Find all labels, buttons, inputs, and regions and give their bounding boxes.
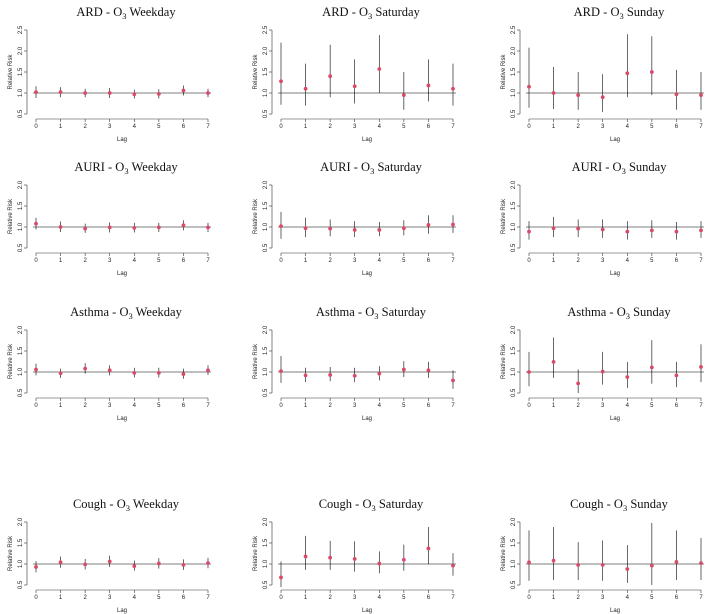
x-tick-label: 7 [206, 124, 210, 130]
estimate-point [206, 368, 210, 372]
y-tick-label: 1.5 [511, 67, 517, 77]
x-tick-label: 6 [426, 124, 431, 130]
y-tick-label: 2.0 [18, 46, 24, 56]
y-axis-label: Relative Risk [501, 535, 507, 572]
y-tick-label: 1.5 [263, 201, 269, 211]
y-tick-label: 1.5 [18, 538, 24, 548]
estimate-point [279, 576, 283, 580]
estimate-point [182, 563, 186, 567]
x-tick-label: 1 [58, 124, 63, 130]
x-tick-label: 6 [674, 258, 679, 264]
x-tick-label: 5 [402, 124, 406, 130]
estimate-point [427, 84, 431, 88]
panel-0-2 [501, 5, 704, 143]
y-axis-label: Relative Risk [253, 54, 259, 90]
x-tick-label: 4 [625, 403, 629, 409]
x-tick-label: 5 [402, 403, 406, 409]
x-axis-label: Lag [609, 416, 621, 422]
x-tick-label: 3 [108, 403, 112, 409]
estimate-point [206, 561, 210, 565]
y-tick-label: 2.0 [18, 517, 24, 527]
y-tick-label: 0.5 [18, 243, 24, 253]
estimate-point [675, 373, 679, 377]
estimate-point [527, 370, 531, 374]
x-tick-label: 5 [157, 258, 161, 264]
panel-title: AURI - $O_3$ Saturday [320, 160, 422, 176]
y-tick-label: 1.0 [18, 367, 24, 377]
estimate-point [59, 90, 63, 94]
y-tick-label: 1.0 [511, 367, 517, 377]
estimate-point [34, 565, 38, 569]
estimate-point [601, 95, 605, 99]
estimate-point [132, 92, 136, 96]
x-tick-label: 7 [451, 403, 455, 409]
estimate-point [59, 225, 63, 229]
y-tick-label: 1.0 [511, 559, 517, 569]
x-tick-label: 6 [674, 403, 679, 409]
x-tick-label: 2 [576, 258, 580, 264]
y-tick-label: 2.0 [511, 517, 517, 527]
panel-2-2 [501, 305, 704, 422]
x-axis-label: Lag [361, 608, 373, 614]
estimate-point [353, 228, 357, 232]
estimate-point [675, 560, 679, 564]
estimate-point [132, 371, 136, 375]
estimate-point [206, 226, 210, 230]
x-tick-label: 7 [206, 595, 210, 601]
y-tick-label: 1.0 [263, 222, 269, 232]
estimate-point [108, 91, 112, 95]
panel-1-1 [253, 160, 456, 277]
y-tick-label: 0.5 [263, 580, 269, 590]
panel-title: ARD - $O_3$ Sunday [573, 5, 665, 21]
estimate-point [304, 555, 308, 559]
y-tick-label: 2.0 [511, 180, 517, 190]
x-tick-label: 2 [83, 595, 87, 601]
x-tick-label: 3 [601, 403, 605, 409]
estimate-point [328, 556, 332, 560]
y-tick-label: 1.0 [511, 222, 517, 232]
y-axis-label: Relative Risk [253, 535, 259, 572]
estimate-point [328, 373, 332, 377]
estimate-point [427, 368, 431, 372]
x-tick-label: 1 [551, 124, 556, 130]
x-tick-label: 4 [377, 403, 381, 409]
x-tick-label: 4 [377, 595, 381, 601]
y-axis-label: Relative Risk [253, 198, 259, 235]
y-axis-label: Relative Risk [501, 198, 507, 235]
x-tick-label: 1 [58, 258, 63, 264]
x-tick-label: 2 [83, 124, 87, 130]
panel-2-0 [8, 305, 211, 422]
x-tick-label: 7 [451, 258, 455, 264]
panel-title: ARD - $O_3$ Saturday [322, 5, 420, 21]
y-tick-label: 1.5 [511, 346, 517, 356]
panel-title: Asthma - $O_3$ Weekday [70, 305, 182, 321]
y-axis-label: Relative Risk [8, 198, 14, 235]
y-tick-label: 0.5 [511, 243, 517, 253]
estimate-point [650, 70, 654, 74]
x-tick-label: 1 [303, 595, 308, 601]
estimate-point [157, 226, 161, 230]
x-tick-label: 1 [551, 595, 556, 601]
estimate-point [59, 371, 63, 375]
x-tick-label: 2 [328, 258, 332, 264]
estimate-point [625, 567, 629, 571]
estimate-point [377, 228, 381, 232]
x-tick-label: 4 [625, 124, 629, 130]
estimate-point [625, 230, 629, 234]
panel-1-2 [501, 160, 704, 277]
estimate-point [108, 368, 112, 372]
x-axis-label: Lag [609, 271, 621, 277]
x-tick-label: 6 [181, 258, 186, 264]
x-axis-label: Lag [116, 608, 128, 614]
x-axis-label: Lag [609, 608, 621, 614]
x-tick-label: 5 [157, 124, 161, 130]
y-tick-label: 1.5 [511, 201, 517, 211]
x-tick-label: 0 [34, 595, 38, 601]
estimate-point [650, 564, 654, 568]
y-tick-label: 0.5 [511, 580, 517, 590]
estimate-point [675, 230, 679, 234]
estimate-point [625, 375, 629, 379]
x-tick-label: 1 [551, 403, 556, 409]
y-tick-label: 0.5 [18, 109, 24, 119]
panel-3-0 [8, 497, 211, 614]
x-tick-label: 0 [279, 258, 283, 264]
x-tick-label: 3 [601, 258, 605, 264]
y-axis-label: Relative Risk [8, 54, 14, 90]
x-tick-label: 3 [353, 258, 357, 264]
x-tick-label: 7 [206, 258, 210, 264]
estimate-point [304, 373, 308, 377]
estimate-point [157, 371, 161, 375]
panel-title: ARD - $O_3$ Weekday [76, 5, 176, 21]
estimate-point [650, 365, 654, 369]
estimate-point [576, 381, 580, 385]
x-tick-label: 7 [451, 595, 455, 601]
x-tick-label: 3 [601, 595, 605, 601]
estimate-point [527, 230, 531, 234]
y-tick-label: 1.5 [18, 346, 24, 356]
x-tick-label: 0 [34, 403, 38, 409]
estimate-point [625, 71, 629, 75]
y-axis-label: Relative Risk [8, 343, 14, 380]
y-tick-label: 1.0 [18, 222, 24, 232]
x-tick-label: 3 [353, 595, 357, 601]
x-tick-label: 5 [650, 595, 654, 601]
x-tick-label: 5 [157, 403, 161, 409]
panel-title: Cough - $O_3$ Sunday [570, 497, 668, 513]
y-tick-label: 2.0 [18, 325, 24, 335]
y-tick-label: 1.5 [263, 538, 269, 548]
x-tick-label: 4 [132, 124, 136, 130]
x-tick-label: 2 [328, 124, 332, 130]
x-tick-label: 6 [181, 595, 186, 601]
x-tick-label: 0 [527, 595, 531, 601]
estimate-point [451, 564, 455, 568]
x-tick-label: 0 [279, 595, 283, 601]
x-axis-label: Lag [361, 416, 373, 422]
y-tick-label: 2.0 [511, 46, 517, 56]
estimate-point [402, 558, 406, 562]
estimate-point [182, 223, 186, 227]
x-tick-label: 1 [551, 258, 556, 264]
panel-0-1 [253, 5, 456, 143]
x-axis-label: Lag [116, 137, 128, 143]
y-tick-label: 2.0 [263, 517, 269, 527]
estimate-point [59, 560, 63, 564]
estimate-point [699, 561, 703, 565]
x-tick-label: 4 [132, 595, 136, 601]
x-tick-label: 5 [157, 595, 161, 601]
panel-title: AURI - $O_3$ Weekday [74, 160, 178, 176]
y-tick-label: 1.0 [18, 88, 24, 98]
panel-2-1 [253, 305, 456, 422]
estimate-point [699, 93, 703, 97]
estimate-point [328, 74, 332, 78]
x-axis-label: Lag [116, 416, 128, 422]
estimate-point [83, 227, 87, 231]
estimate-point [279, 369, 283, 373]
x-tick-label: 0 [527, 124, 531, 130]
y-tick-label: 1.5 [511, 538, 517, 548]
estimate-point [157, 562, 161, 566]
estimate-point [552, 91, 556, 95]
panel-title: AURI - $O_3$ Sunday [571, 160, 667, 176]
x-tick-label: 0 [527, 258, 531, 264]
x-tick-label: 3 [353, 124, 357, 130]
estimate-point [675, 92, 679, 96]
x-tick-label: 5 [402, 258, 406, 264]
x-tick-label: 1 [58, 595, 63, 601]
panel-3-1 [253, 497, 456, 614]
estimate-point [650, 228, 654, 232]
estimate-point [182, 89, 186, 93]
y-tick-label: 2.5 [18, 25, 24, 35]
estimate-point [182, 372, 186, 376]
y-tick-label: 1.5 [263, 67, 269, 77]
y-tick-label: 1.5 [18, 67, 24, 77]
estimate-point [527, 560, 531, 564]
x-tick-label: 7 [206, 403, 210, 409]
x-tick-label: 3 [108, 258, 112, 264]
estimate-point [699, 228, 703, 232]
x-tick-label: 6 [674, 595, 679, 601]
y-axis-label: Relative Risk [501, 343, 507, 380]
estimate-point [402, 226, 406, 230]
panel-title: Cough - $O_3$ Weekday [72, 497, 180, 513]
x-axis-label: Lag [609, 137, 621, 143]
panel-3-2 [501, 497, 704, 614]
estimate-point [576, 563, 580, 567]
x-tick-label: 7 [699, 403, 703, 409]
y-tick-label: 0.5 [263, 109, 269, 119]
estimate-point [576, 227, 580, 231]
estimate-point [601, 370, 605, 374]
panel-1-0 [8, 160, 211, 277]
x-tick-label: 2 [328, 403, 332, 409]
y-tick-label: 1.0 [511, 88, 517, 98]
panel-title: Asthma - $O_3$ Sunday [567, 305, 671, 321]
estimate-point [34, 222, 38, 226]
x-tick-label: 6 [181, 403, 186, 409]
estimate-point [377, 372, 381, 376]
estimate-point [451, 223, 455, 227]
x-tick-label: 4 [132, 403, 136, 409]
estimate-point [304, 226, 308, 230]
panel-title: Asthma - $O_3$ Saturday [315, 305, 427, 321]
panel-title: Cough - $O_3$ Saturday [318, 497, 424, 513]
x-tick-label: 2 [83, 403, 87, 409]
x-tick-label: 1 [58, 403, 63, 409]
y-tick-label: 2.5 [511, 25, 517, 35]
panel-0-0 [8, 5, 211, 143]
estimate-point [108, 560, 112, 564]
y-tick-label: 2.0 [18, 180, 24, 190]
estimate-point [328, 227, 332, 231]
y-tick-label: 1.5 [263, 346, 269, 356]
x-tick-label: 0 [527, 403, 531, 409]
y-axis-label: Relative Risk [8, 535, 14, 572]
x-tick-label: 3 [601, 124, 605, 130]
x-tick-label: 4 [132, 258, 136, 264]
x-tick-label: 5 [650, 403, 654, 409]
x-tick-label: 5 [402, 595, 406, 601]
y-tick-label: 2.0 [263, 325, 269, 335]
y-axis-label: Relative Risk [501, 54, 507, 90]
y-tick-label: 1.5 [18, 201, 24, 211]
estimate-point [601, 563, 605, 567]
estimate-point [552, 226, 556, 230]
x-tick-label: 0 [279, 124, 283, 130]
x-tick-label: 5 [650, 124, 654, 130]
estimate-point [527, 85, 531, 89]
y-axis-label: Relative Risk [253, 343, 259, 380]
x-tick-label: 6 [426, 403, 431, 409]
y-tick-label: 0.5 [18, 580, 24, 590]
estimate-point [83, 563, 87, 567]
estimate-point [279, 224, 283, 228]
x-tick-label: 2 [576, 124, 580, 130]
x-tick-label: 6 [181, 124, 186, 130]
y-tick-label: 2.0 [263, 180, 269, 190]
x-tick-label: 2 [576, 595, 580, 601]
estimate-point [402, 368, 406, 372]
estimate-point [353, 84, 357, 88]
estimate-point [34, 90, 38, 94]
estimate-point [601, 228, 605, 232]
x-tick-label: 1 [303, 403, 308, 409]
x-tick-label: 7 [699, 124, 703, 130]
estimate-point [353, 557, 357, 561]
x-tick-label: 6 [426, 258, 431, 264]
y-tick-label: 2.0 [511, 325, 517, 335]
y-tick-label: 2.5 [263, 25, 269, 35]
y-tick-label: 1.0 [263, 88, 269, 98]
x-tick-label: 3 [353, 403, 357, 409]
x-tick-label: 5 [650, 258, 654, 264]
estimate-point [132, 564, 136, 568]
estimate-point [353, 374, 357, 378]
x-tick-label: 1 [303, 124, 308, 130]
x-tick-label: 7 [699, 595, 703, 601]
estimate-point [552, 360, 556, 364]
x-tick-label: 3 [108, 124, 112, 130]
x-tick-label: 1 [303, 258, 308, 264]
estimate-point [132, 226, 136, 230]
x-tick-label: 7 [699, 258, 703, 264]
y-tick-label: 1.0 [18, 559, 24, 569]
estimate-point [83, 91, 87, 95]
x-axis-label: Lag [116, 271, 128, 277]
estimate-point [377, 562, 381, 566]
estimate-point [451, 379, 455, 383]
x-tick-label: 4 [377, 124, 381, 130]
estimate-point [576, 93, 580, 97]
estimate-point [699, 365, 703, 369]
y-tick-label: 1.0 [263, 559, 269, 569]
y-tick-label: 2.0 [263, 46, 269, 56]
y-tick-label: 0.5 [18, 388, 24, 398]
estimate-point [304, 87, 308, 91]
estimate-point [279, 79, 283, 83]
x-tick-label: 0 [279, 403, 283, 409]
x-tick-label: 2 [83, 258, 87, 264]
x-tick-label: 4 [625, 595, 629, 601]
y-tick-label: 0.5 [263, 243, 269, 253]
estimate-point [402, 93, 406, 97]
estimate-point [108, 226, 112, 230]
estimate-point [34, 368, 38, 372]
estimate-point [83, 367, 87, 371]
y-tick-label: 0.5 [263, 388, 269, 398]
y-tick-label: 0.5 [511, 109, 517, 119]
estimate-point [206, 91, 210, 95]
x-tick-label: 2 [328, 595, 332, 601]
estimate-point [552, 559, 556, 563]
y-tick-label: 0.5 [511, 388, 517, 398]
x-tick-label: 4 [377, 258, 381, 264]
x-tick-label: 6 [426, 595, 431, 601]
x-axis-label: Lag [361, 271, 373, 277]
estimate-point [451, 87, 455, 91]
x-tick-label: 0 [34, 258, 38, 264]
x-tick-label: 7 [451, 124, 455, 130]
estimate-point [427, 223, 431, 227]
y-tick-label: 1.0 [263, 367, 269, 377]
estimate-point [427, 547, 431, 551]
x-axis-label: Lag [361, 137, 373, 143]
estimate-point [377, 67, 381, 71]
x-tick-label: 2 [576, 403, 580, 409]
x-tick-label: 3 [108, 595, 112, 601]
x-tick-label: 0 [34, 124, 38, 130]
x-tick-label: 4 [625, 258, 629, 264]
estimate-point [157, 92, 161, 96]
x-tick-label: 6 [674, 124, 679, 130]
